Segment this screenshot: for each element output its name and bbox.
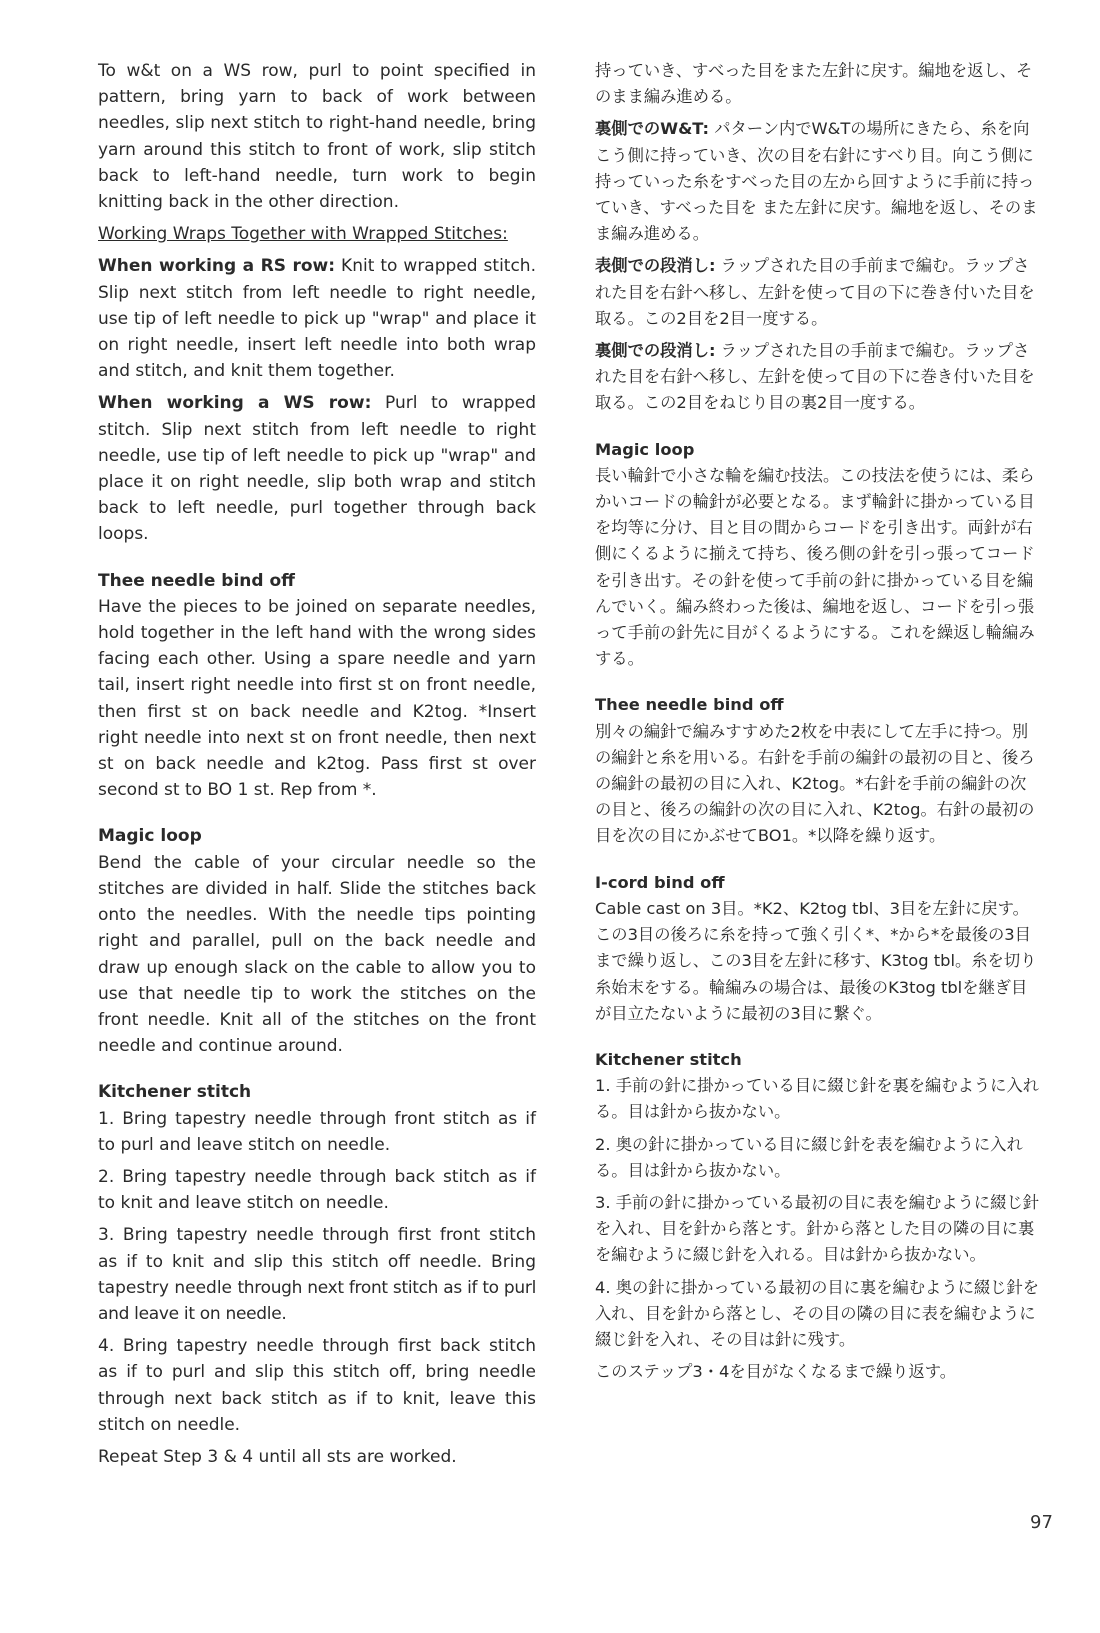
three-needle-text: Have the pieces to be joined on separate needles, hold together in the left hand with the wrong sides facing each other. Using a spare needle and yarn tail, insert right needle into first st on front needle, then first st on back needle and K2tog. *Insert right needle into next st on front needle, then next st on back needle and k2tog. Pass first st over second st to BO 1 st. Rep from *. bbox=[98, 596, 536, 801]
ja-kitchener-heading: Kitchener stitch bbox=[595, 1049, 742, 1069]
ja-rs-close-label: 表側での段消し: bbox=[595, 256, 716, 276]
kitchener-step-1: 1. Bring tapestry needle through front stitch as if to purl and leave stitch on needle. bbox=[98, 1108, 536, 1155]
ja-ws-close-text: ラップされた目の手前まで編む。ラップされた目を右針へ移し、左針を使って目の下に巻き付いた目を取る。この2目をねじり目の裏2目一度する。 bbox=[595, 341, 1035, 413]
kitchener-repeat: Repeat Step 3 & 4 until all sts are worked. bbox=[98, 1446, 457, 1467]
kitchener-step-3 bbox=[98, 1222, 536, 1327]
ja-icord-text: Cable cast on 3目。*K2、K2tog tbl、3目を左針に戻す。この3目の後ろに糸を持って強く引く*、*から*を最後の3目まで繰り返し、この3目を左針に移す、K3tog tbl。糸を切り糸始末をする。輪編みの場合は、最後のK3tog tblを継ぎ目が目立たないように最初の3目に繋ぐ。 bbox=[595, 898, 1037, 1023]
ja-magic-loop-heading: Magic loop bbox=[595, 439, 695, 459]
ws-row-text: Purl to wrapped stitch. Slip next stitch from left needle to right needle, use tip of left needle to pick up "wrap" and place it on right needle, slip both wrap and stitch back to left needle, purl together through back loops. bbox=[98, 393, 536, 545]
ws-row-paragraph bbox=[98, 390, 536, 547]
kitchener-heading: Kitchener stitch bbox=[98, 1082, 252, 1103]
magic-loop-text: Bend the cable of your circular needle so the stitches are divided in half. Slide the stitches back onto the needles. With the needle tips pointing right and parallel, pull on the back needle and draw up enough slack on the cable to allow you to use that needle tip to work the stitches on the front needle. Knit all of the stitches on the front needle and continue around. bbox=[98, 852, 536, 1057]
ja-kitchener-step-1: 1. 手前の針に掛かっている目に綴じ針を裏を編むように入れる。目は針から抜かない。 bbox=[595, 1076, 1040, 1122]
wt-ws-intro: To w&t on a WS row, purl to point specified in pattern, bring yarn to back of work between needles, slip next stitch to right-hand needle, bring yarn around this stitch to front of work, slip stitch back to left-hand needle, turn work to begin knitting back in the other direction. bbox=[98, 61, 536, 213]
ja-ws-wt-text: パターン内でW&Tの場所にきたら、糸を向こう側に持っていき、次の目を右針にすべり目。向こう側に持っていった糸をすべった目の左から回すように手前に持っていき、すべった目を また左針に戻す。編地を返し、そのまま編み進める。 bbox=[595, 119, 1038, 244]
ja-ws-close-paragraph bbox=[595, 338, 1040, 417]
ja-ws-wt-paragraph bbox=[595, 116, 1040, 247]
rs-row-label: When working a RS row: bbox=[98, 256, 336, 277]
ja-rs-close-paragraph bbox=[595, 253, 1040, 332]
ja-kitchener-step-4: 4. 奥の針に掛かっている最初の目に裏を編むように綴じ針を入れ、目を針から落とし、その目の隣の目に表を編むように綴じ針を入れ、その目は針に残す。 bbox=[595, 1277, 1040, 1349]
wraps-heading: Working Wraps Together with Wrapped Stitches: bbox=[98, 224, 508, 245]
kitchener-step-3-part-1: 3. Bring tapestry needle through first front stitch as if to knit and slip this stitch off needle. Bring tapestry needle bbox=[98, 1225, 536, 1298]
ja-kitchener-step-3: 3. 手前の針に掛かっている最初の目に表を編むように綴じ針を入れ、目を針から落とす。針から落とした目の隣の目に裏を編むように綴じ針を入れる。目は針から抜かない。 bbox=[595, 1192, 1040, 1265]
kitchener-step-3-part-2: through next front stitch as if to purl and leave it on needle. bbox=[98, 1277, 536, 1324]
kitchener-step-4: 4. Bring tapestry needle through first back stitch as if to purl and slip this stitch off, bring needle through next back stitch as if to knit, leave this stitch on needle. bbox=[98, 1336, 536, 1435]
ja-rs-close-text: ラップされた目の手前まで編む。ラップされた目を右針へ移し、左針を使って目の下に巻き付いた目を取る。この2目を2目一度する。 bbox=[595, 256, 1035, 328]
rs-row-text: Knit to wrapped stitch. Slip next stitch from left needle to right needle, use tip of left needle to pick up "wrap" and place it on right needle, insert left needle into both wrap and stitch, and knit them together. bbox=[98, 256, 536, 382]
magic-loop-heading: Magic loop bbox=[98, 826, 202, 847]
english-column bbox=[98, 58, 536, 1476]
kitchener-step-2: 2. Bring tapestry needle through back stitch as if to knit and leave stitch on needle. bbox=[98, 1166, 536, 1214]
ja-kitchener-step-2: 2. 奥の針に掛かっている目に綴じ針を表を編むように入れる。目は針から抜かない。 bbox=[595, 1134, 1023, 1180]
ja-three-needle-heading: Thee needle bind off bbox=[595, 695, 784, 715]
ja-three-needle-text: 別々の編針で編みすすめた2枚を中表にして左手に持つ。別の編針と糸を用いる。右針を手前の編針の最初の目と、後ろの編針の最初の目に入れ、K2tog。*右針を手前の編針の次の目と、後ろの編針の次の目に入れ、K2tog。右針の最初の目を次の目にかぶせてBO1。*以降を繰り返す。 bbox=[595, 721, 1035, 846]
rs-row-paragraph bbox=[98, 253, 536, 384]
ja-magic-loop-text: 長い輪針で小さな輪を編む技法。この技法を使うには、柔らかいコードの輪針が必要となる。まず輪針に掛かっている目を均等に分け、目と目の間からコードを引き出す。両針が右側にくるように揃えて持ち、後ろ側の針を引っ張ってコードを引き出す。その針を使って手前の針に掛かっている目を編んでいく。編み終わった後は、編地を返し、コードを引っ張って手前の針先に目がくるようにする。これを繰返し輪編みする。 bbox=[595, 465, 1035, 669]
ja-ws-wt-label: 裏側でのW&T: bbox=[595, 119, 710, 139]
page-number: 97 bbox=[1030, 1512, 1053, 1533]
ja-kitchener-repeat: このステップ3・4を目がなくなるまで繰り返す。 bbox=[595, 1362, 956, 1382]
ja-icord-heading: I-cord bind off bbox=[595, 872, 725, 892]
japanese-column bbox=[595, 58, 1040, 1391]
ja-ws-close-label: 裏側での段消し: bbox=[595, 341, 716, 361]
ws-row-label: When working a WS row: bbox=[98, 393, 372, 414]
three-needle-heading: Thee needle bind off bbox=[98, 570, 295, 591]
ja-continuation: 持っていき、すべった目をまた左針に戻す。編地を返し、そのまま編み進める。 bbox=[595, 61, 1033, 107]
